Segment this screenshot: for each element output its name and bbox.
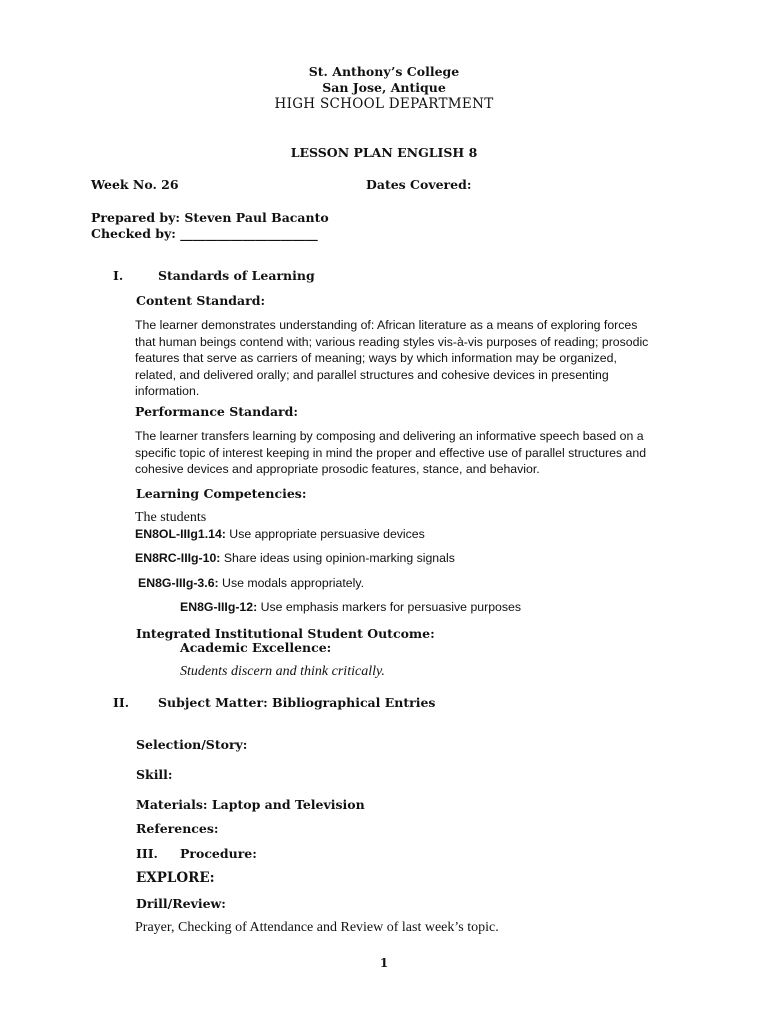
competency-code: EN8G-IIIg-12: xyxy=(180,600,258,614)
selection-label: Selection/Story: xyxy=(136,737,248,752)
competency-item xyxy=(135,551,455,565)
competency-item xyxy=(138,576,364,590)
performance-line: The learner transfers learning by composing and delivering an informative speech based on a xyxy=(135,429,644,443)
students-label: The students xyxy=(135,510,207,525)
dates-covered: Dates Covered: xyxy=(366,177,472,192)
drill-review-heading: Drill/Review: xyxy=(136,896,226,911)
content-standard-text xyxy=(135,317,695,400)
iiso-heading: Integrated Institutional Student Outcome: xyxy=(136,626,435,641)
section-1-number: I. xyxy=(113,268,124,283)
competency-item xyxy=(180,600,521,614)
learning-competencies-heading: Learning Competencies: xyxy=(136,486,307,501)
performance-line: cohesive devices and appropriate prosodic features, stance, and behavior. xyxy=(135,462,540,476)
checked-by: Checked by: ______________________ xyxy=(91,226,318,241)
competency-code: EN8OL-IIIg1.14: xyxy=(135,527,226,541)
references-label: References: xyxy=(136,821,219,836)
school-location: San Jose, Antique xyxy=(322,80,446,95)
week-number: Week No. 26 xyxy=(91,177,179,192)
competency-text: Use modals appropriately. xyxy=(218,576,364,590)
competency-text: Use appropriate persuasive devices xyxy=(225,527,425,541)
performance-standard-heading: Performance Standard: xyxy=(135,404,299,419)
performance-standard-text xyxy=(135,428,705,478)
competency-code: EN8RC-IIIg-10: xyxy=(135,551,221,565)
skill-label: Skill: xyxy=(136,767,173,782)
competency-text: Use emphasis markers for persuasive purposes xyxy=(257,600,522,614)
section-1-title: Standards of Learning xyxy=(158,268,315,283)
section-3-title: Procedure: xyxy=(180,846,257,861)
section-3-number: III. xyxy=(136,846,158,861)
content-line: features that serve as carriers of meaning; ways by which information may be organized, xyxy=(135,351,617,365)
section-2-number: II. xyxy=(113,695,130,710)
explore-heading: EXPLORE: xyxy=(136,870,215,886)
competency-code: EN8G-IIIg-3.6: xyxy=(138,576,219,590)
drill-review-text: Prayer, Checking of Attendance and Review of last week’s topic. xyxy=(135,920,499,935)
content-standard-heading: Content Standard: xyxy=(136,293,266,308)
performance-line: specific topic of interest keeping in mind the proper and effective use of parallel structures and xyxy=(135,445,647,460)
content-line: information. xyxy=(135,384,200,398)
document-title: LESSON PLAN ENGLISH 8 xyxy=(290,145,478,160)
materials-label: Materials: Laptop and Television xyxy=(136,797,365,812)
content-line: that human beings contend with; various reading styles vis-à-vis purposes of reading; prosodic xyxy=(135,334,649,349)
prepared-by: Prepared by: Steven Paul Bacanto xyxy=(91,210,329,225)
iiso-text: Students discern and think critically. xyxy=(180,664,385,679)
competency-text: Share ideas using opinion-marking signals xyxy=(220,551,455,565)
content-line: The learner demonstrates understanding of: African literature as a means of exploring forces xyxy=(135,318,638,332)
page-number: 1 xyxy=(379,956,389,970)
content-line: related, and delivered orally; and parallel structures and cohesive devices in presenting xyxy=(135,367,609,382)
competency-item xyxy=(135,527,425,541)
section-2-title: Subject Matter: Bibliographical Entries xyxy=(158,695,436,710)
iiso-subheading: Academic Excellence: xyxy=(180,640,332,655)
department-name: HIGH SCHOOL DEPARTMENT xyxy=(274,96,494,112)
school-name: St. Anthony’s College xyxy=(308,64,460,79)
